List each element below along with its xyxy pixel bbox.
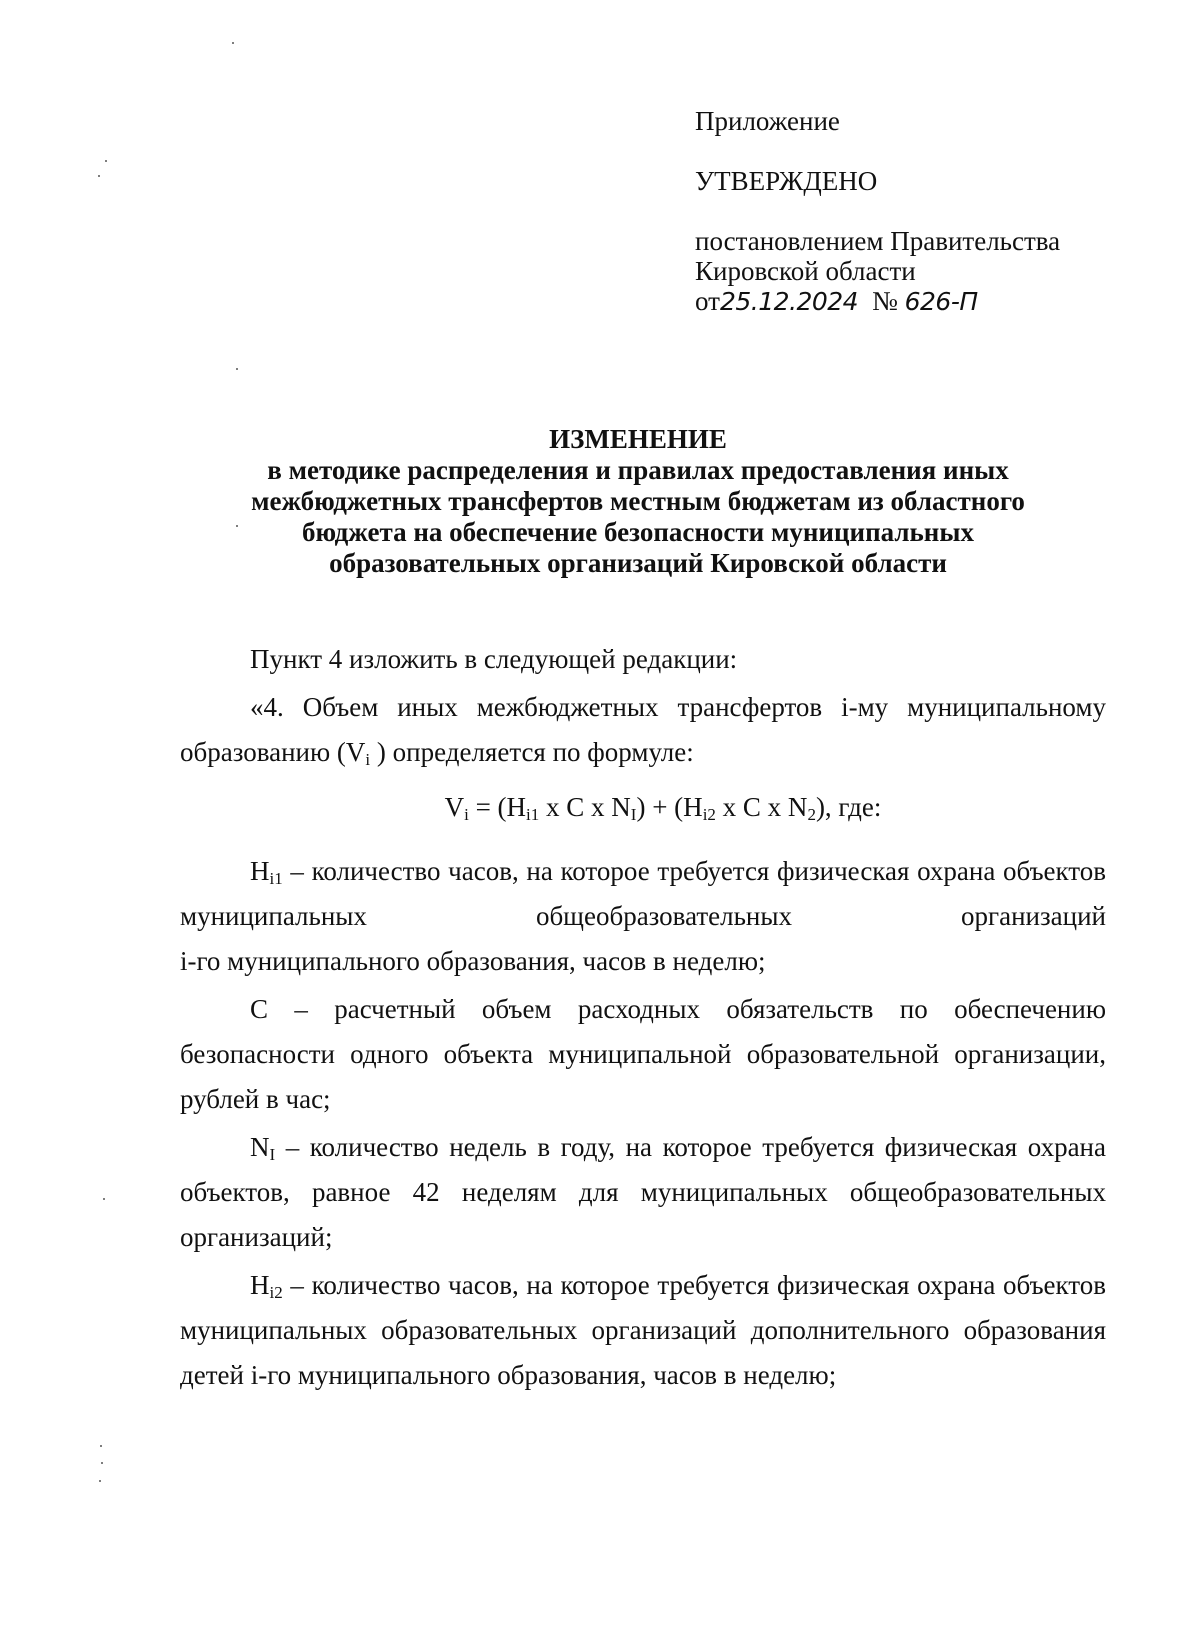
title-main: ИЗМЕНЕНИЕ (549, 424, 727, 454)
formula-part-4: x C x N (715, 792, 808, 822)
handwritten-number: 626-П (904, 287, 978, 316)
definition-h1-sub: i1 (269, 869, 283, 888)
formula-h1-sub: i1 (526, 805, 540, 824)
definition-n1 (180, 1125, 1106, 1260)
formula-n2-sub: 2 (807, 805, 816, 824)
scan-speck (98, 175, 100, 177)
definition-h1 (180, 849, 1106, 939)
scan-speck (101, 1462, 103, 1464)
definition-h1-tail: i-го муниципального образования, часов в неделю; (180, 946, 766, 976)
definition-h2-sub: i2 (269, 1283, 283, 1302)
definition-c: C – расчетный объем расходных обязательств по обеспечению безопасности одного объекта муниципальной образовательной организации, рублей в час; (180, 994, 1106, 1114)
definition-n1-symbol: N (250, 1132, 270, 1162)
formula-part-2: x C x N (539, 792, 631, 822)
document-title (170, 423, 1106, 579)
approval-block (695, 106, 1115, 317)
approved-by-line-1: постановлением Правительства (695, 226, 1061, 256)
title-line-3: бюджета на обеспечение безопасности муниципальных (302, 517, 974, 547)
approval-date-number (695, 286, 1115, 317)
formula-v: V (444, 792, 465, 822)
from-label: от (695, 286, 720, 316)
intro-paragraph: Пункт 4 изложить в следующей редакции: (250, 644, 738, 674)
definition-h2-symbol: H (250, 1270, 270, 1300)
appendix-label: Приложение (695, 106, 840, 136)
number-label: № (872, 286, 898, 316)
handwritten-date: 25.12.2024 (719, 287, 859, 316)
formula-h2-sub: i2 (702, 805, 716, 824)
definition-n1-sub: I (269, 1145, 276, 1164)
scan-speck (103, 1198, 105, 1200)
title-line-2: межбюджетных трансфертов местным бюджетам из областного (251, 486, 1025, 516)
paragraph-4 (180, 685, 1106, 775)
scan-speck (236, 368, 238, 370)
formula-n1-sub: I (630, 805, 637, 824)
paragraph-4-end: ) определяется по формуле: (370, 737, 694, 767)
definition-h1-symbol: H (250, 856, 270, 886)
formula (180, 785, 1106, 830)
scan-speck (99, 1480, 101, 1482)
scan-speck (232, 42, 234, 44)
definition-h2 (180, 1263, 1106, 1398)
definition-n1-text: – количество недель в году, на которое требуется физическая охрана объектов, равное 42 неделям для муниципальных общеобразовательных организаций; (180, 1132, 1106, 1252)
scan-speck (236, 525, 238, 527)
formula-part-3: ) + (H (636, 792, 703, 822)
formula-part-5: ), где: (815, 792, 882, 822)
approved-by-line-2: Кировской области (695, 256, 916, 286)
definition-h1-text: – количество часов, на которое требуется физическая охрана объектов муниципальных общеобразовательных организаций (180, 856, 1106, 931)
formula-v-sub: i (464, 805, 469, 824)
paragraph-4-subscript: i (365, 750, 371, 769)
definition-h2-text: – количество часов, на которое требуется физическая охрана объектов муниципальных образовательных организаций дополнительного образования детей i-го муниципального образования, часов в неделю; (180, 1270, 1106, 1390)
title-line-1: в методике распределения и правилах предоставления иных (267, 455, 1009, 485)
document-body (180, 637, 1106, 1398)
scan-speck (105, 160, 107, 162)
formula-part-1: = (H (468, 792, 527, 822)
scan-speck (100, 1445, 102, 1447)
approved-label: УТВЕРЖДЕНО (695, 166, 878, 196)
title-line-4: образовательных организаций Кировской области (329, 548, 947, 578)
paragraph-4-text: «4. Объем иных межбюджетных трансфертов i-му муниципальному образованию (V (180, 692, 1106, 767)
